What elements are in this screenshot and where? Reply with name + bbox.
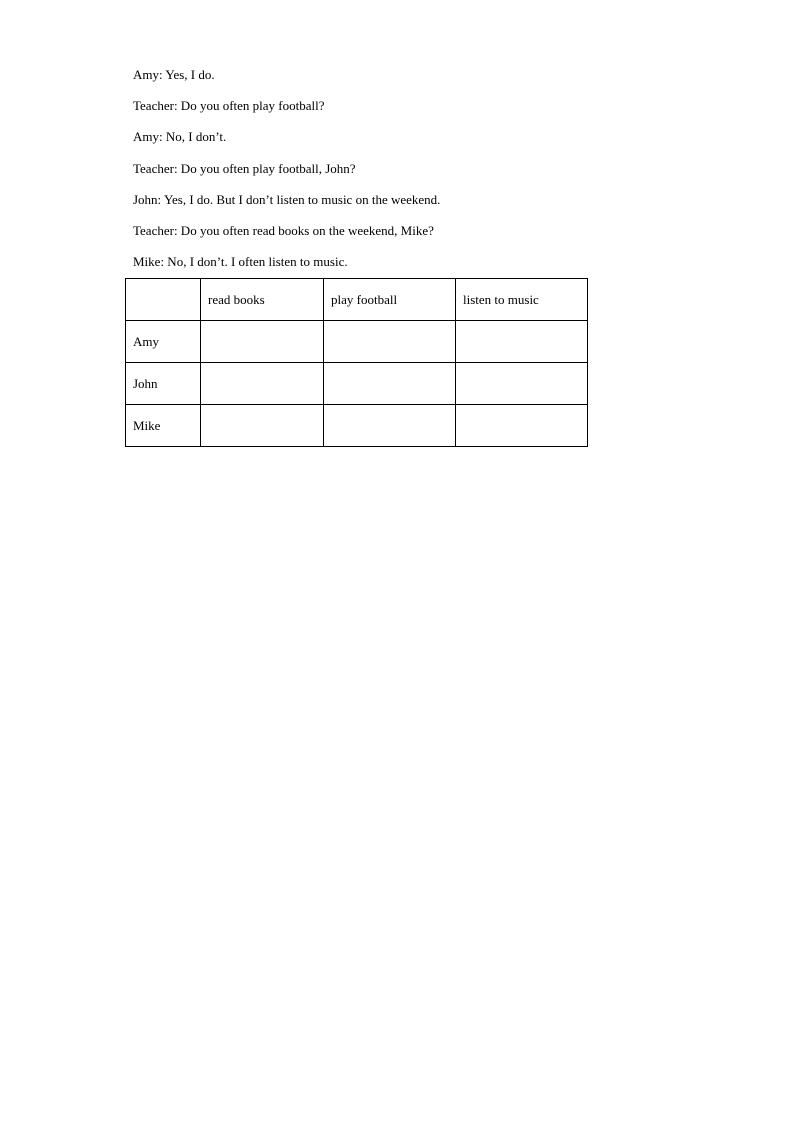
dialogue-line: Teacher: Do you often play football, John?	[133, 160, 356, 176]
activity-table	[125, 278, 588, 447]
dialogue-line: Amy: No, I don’t.	[133, 129, 227, 145]
dialogue-line: Mike: No, I don’t. I often listen to music.	[133, 254, 348, 270]
row-label-mike: Mike	[126, 405, 201, 447]
table-header-row	[126, 279, 588, 321]
row-label-amy: Amy	[126, 321, 201, 363]
table-cell[interactable]	[456, 363, 588, 405]
header-cell-play-football: play football	[324, 279, 456, 321]
header-cell-empty	[126, 279, 201, 321]
table-row	[126, 363, 588, 405]
table-row	[126, 405, 588, 447]
dialogue-line: Amy: Yes, I do.	[133, 67, 215, 82]
dialogue-block	[133, 66, 693, 271]
table-cell[interactable]	[201, 363, 324, 405]
table-cell[interactable]	[201, 405, 324, 447]
dialogue-line: Teacher: Do you often read books on the weekend, Mike?	[133, 222, 434, 238]
dialogue-line: John: Yes, I do. But I don’t listen to music on the weekend.	[133, 191, 441, 207]
table-cell[interactable]	[324, 363, 456, 405]
table-cell[interactable]	[324, 405, 456, 447]
row-label-john: John	[126, 363, 201, 405]
table-row	[126, 321, 588, 363]
dialogue-line: Teacher: Do you often play football?	[133, 98, 325, 114]
table-cell[interactable]	[456, 321, 588, 363]
table-cell[interactable]	[456, 405, 588, 447]
header-cell-read-books: read books	[201, 279, 324, 321]
table-cell[interactable]	[201, 321, 324, 363]
header-cell-listen-to-music: listen to music	[456, 279, 588, 321]
table-cell[interactable]	[324, 321, 456, 363]
